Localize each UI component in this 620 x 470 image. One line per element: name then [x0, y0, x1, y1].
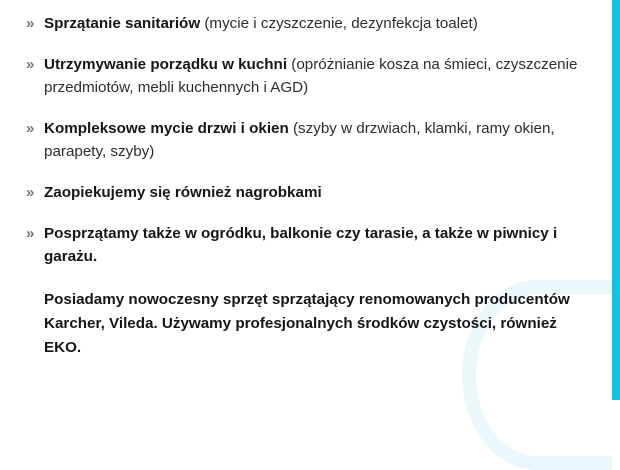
- bullet-marker-icon: »: [26, 56, 35, 73]
- list-item-text: [44, 12, 584, 35]
- list-item-text: [44, 222, 584, 268]
- list-item-bold: Posprzątamy także w ogródku, balkonie czy tarasie, a także w piwnicy i garażu.: [44, 225, 558, 265]
- list-item: [26, 222, 586, 268]
- list-item-detail: (mycie i czyszczenie, dezynfekcja toalet): [200, 15, 478, 32]
- bullet-marker-icon: »: [26, 15, 35, 32]
- list-item-bold: Kompleksowe mycie drzwi i okien: [44, 120, 289, 137]
- list-item: [26, 181, 586, 204]
- bullet-marker-icon: »: [26, 120, 35, 137]
- list-item: [26, 12, 586, 35]
- list-item: [26, 117, 586, 163]
- bullet-marker-icon: »: [26, 225, 35, 242]
- list-item-bold: Sprzątanie sanitariów: [44, 15, 201, 32]
- list-item-detail: (szyby w drzwiach, klamki, ramy okien, parapety, szyby): [44, 120, 555, 160]
- bullet-marker-icon: »: [26, 184, 35, 201]
- list-item-text: [44, 53, 584, 99]
- list-item-detail: (opróżnianie kosza na śmieci, czyszczenie przedmiotów, mebli kuchennych i AGD): [44, 56, 578, 96]
- closing-paragraph: Posiadamy nowoczesny sprzęt sprzątający renomowanych producentów Karcher, Vileda. Używamy profesjonalnych środków czystości, również EKO.: [44, 291, 570, 356]
- list-item-bold: Zaopiekujemy się również nagrobkami: [44, 184, 322, 201]
- list-item: [26, 53, 586, 99]
- list-item-bold: Utrzymywanie porządku w kuchni: [44, 56, 288, 73]
- list-item-text: [44, 117, 584, 163]
- list-item-text: [44, 181, 584, 204]
